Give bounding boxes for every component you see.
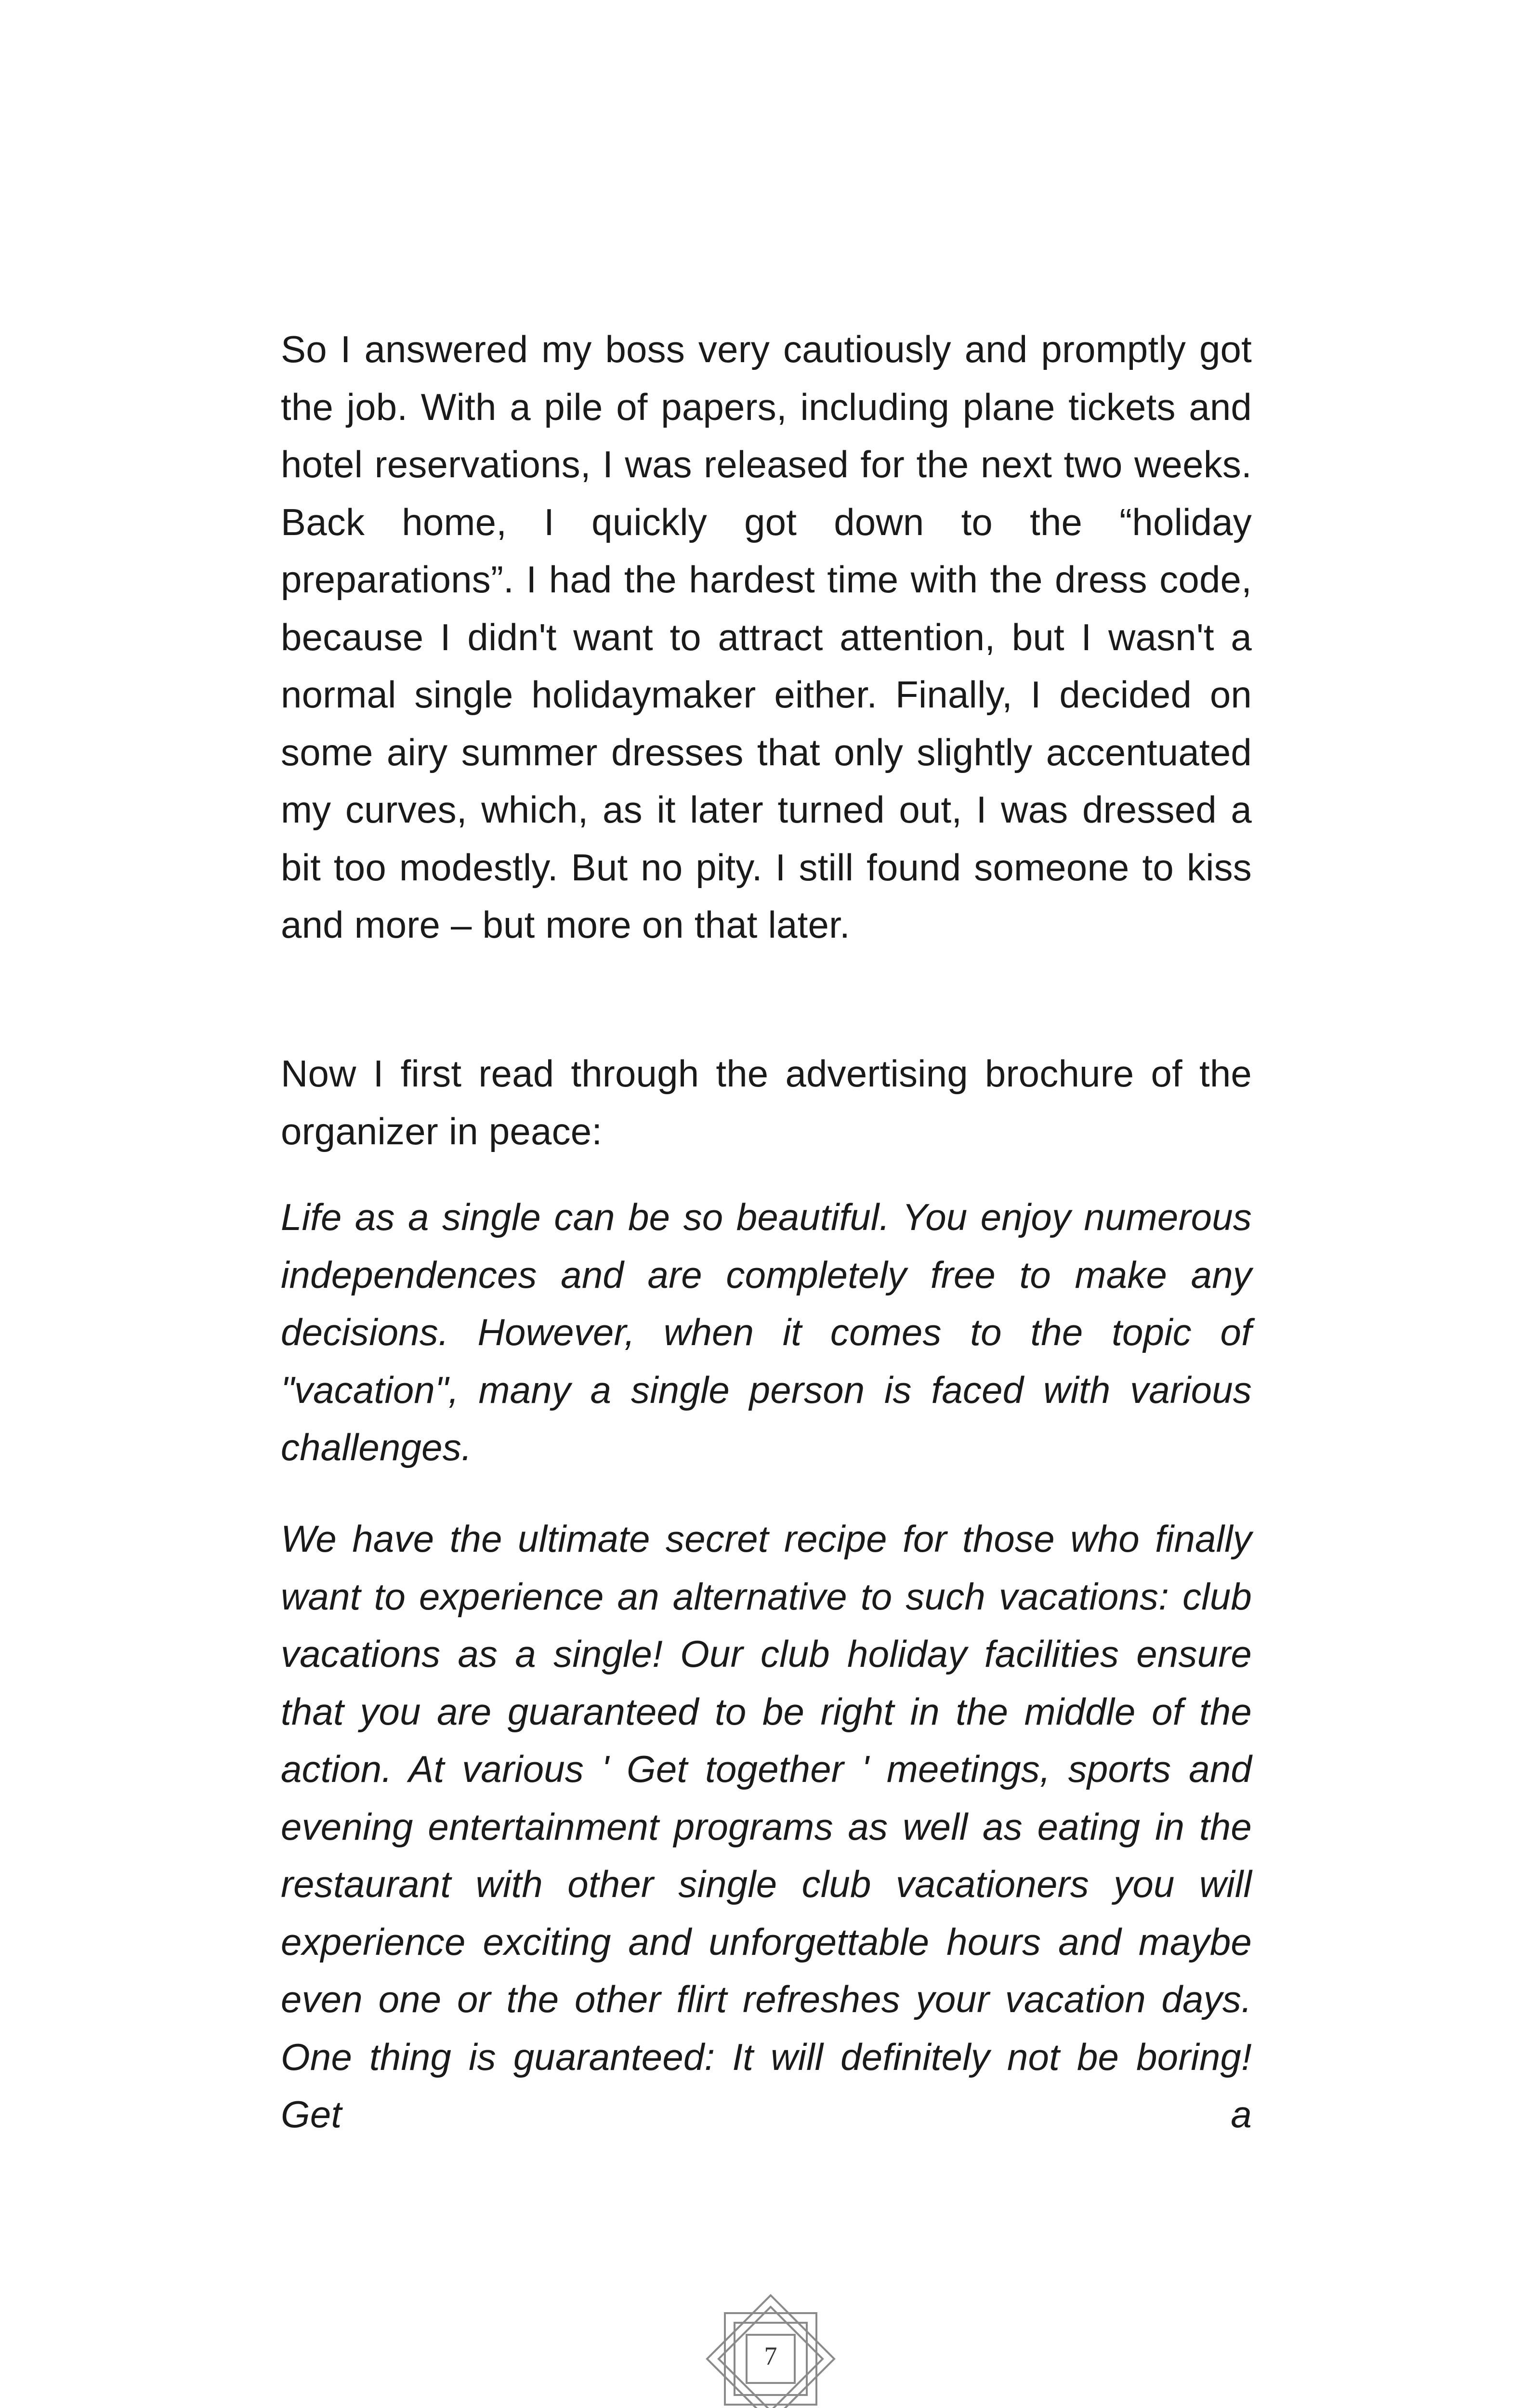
page-number: 7 — [764, 2342, 777, 2370]
page-number-ornament — [698, 2287, 843, 2408]
body-paragraph-2: Now I first read through the advertising brochure of the organizer in peace: — [281, 1052, 1252, 1152]
brochure-quote-paragraph-2: We have the ultimate secret recipe for those who finally want to experience an alternative to such vacations: club vacations as a single! Our club holiday facilities ensure that you are guaranteed to be right in the middle of the action. At various ' Get together ' meetings, sports and evening entertainment programs as well as eating in the restaurant with other single club vacationers you will experience exciting and unforgettable hours and maybe even one or the other flirt refreshes your vacation days. One thing is guaranteed: It will definitely not be boring! Get a — [281, 1518, 1252, 2135]
body-paragraph-1: So I answered my boss very cautiously and promptly got the job. With a pile of papers, including plane tickets and hotel reservations, I was released for the next two weeks. Back home, I quickly got down to the “holiday preparations”. I had the hardest time with the dress code, because I didn't want to attract attention, but I wasn't a normal single holidaymaker either. Finally, I decided on some airy summer dresses that only slightly accentuated my curves, which, as it later turned out, I was dressed a bit too modestly. But no pity. I still found someone to kiss and more – but more on that later. — [281, 328, 1252, 946]
brochure-quote-paragraph-1: Life as a single can be so beautiful. You enjoy numerous independences and are completely free to make any decisions. However, when it comes to the topic of "vacation", many a single person is faced with various challenges. — [281, 1196, 1252, 1468]
